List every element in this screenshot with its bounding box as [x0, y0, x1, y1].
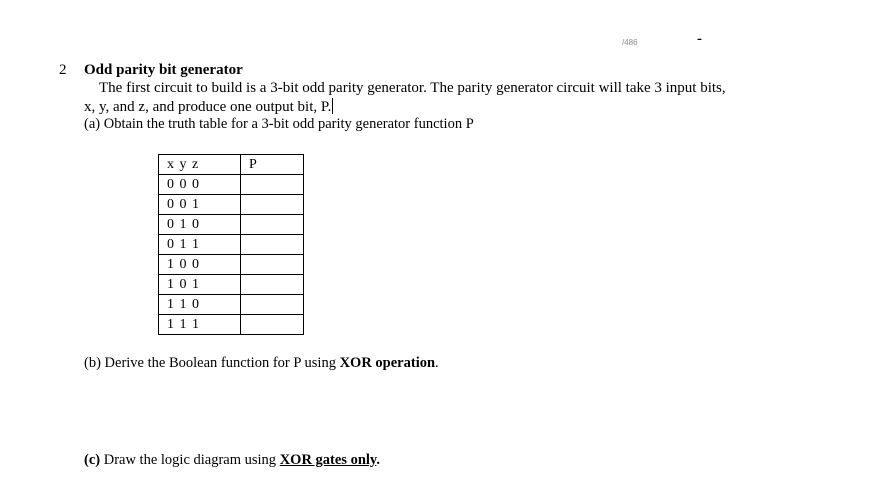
- truth-table: [158, 154, 304, 335]
- part-b-suffix: .: [435, 355, 439, 371]
- truth-table-output-cell[interactable]: [241, 275, 304, 295]
- question-number: 2: [59, 62, 67, 78]
- truth-table-row: [159, 195, 304, 215]
- truth-table-output-cell[interactable]: [241, 255, 304, 275]
- truth-table-input-cell: 1 0 0: [159, 255, 241, 275]
- truth-table-input-cell: 1 1 1: [159, 315, 241, 335]
- truth-table-row: [159, 175, 304, 195]
- page-corner-mark: /486: [622, 38, 638, 47]
- truth-table-input-cell: 0 0 1: [159, 195, 241, 215]
- truth-table-output-cell[interactable]: [241, 235, 304, 255]
- page-corner-dash: -: [697, 31, 702, 47]
- truth-table-header-row: [159, 155, 304, 175]
- truth-table-output-cell[interactable]: [241, 295, 304, 315]
- part-b-text: (b) Derive the Boolean function for P using: [84, 355, 340, 371]
- truth-table-header-inputs: x y z: [159, 155, 241, 175]
- truth-table-input-cell: 0 1 1: [159, 235, 241, 255]
- question-description-line-2[interactable]: [84, 98, 333, 116]
- part-c-label: (c): [84, 452, 101, 468]
- part-b-prompt: [84, 355, 439, 372]
- truth-table-input-cell: 0 0 0: [159, 175, 241, 195]
- truth-table-row: [159, 315, 304, 335]
- truth-table-output-cell[interactable]: [241, 175, 304, 195]
- truth-table-output-cell[interactable]: [241, 215, 304, 235]
- part-b-bold: XOR operation: [339, 355, 436, 371]
- question-description-line-2-text: x, y, and z, and produce one output bit, P.: [84, 99, 332, 115]
- truth-table-row: [159, 235, 304, 255]
- question-title: Odd parity bit generator: [84, 62, 243, 78]
- truth-table-row: [159, 295, 304, 315]
- part-c-text: Draw the logic diagram using: [100, 452, 280, 468]
- truth-table-input-cell: 1 1 0: [159, 295, 241, 315]
- truth-table-row: [159, 275, 304, 295]
- truth-table-output-cell[interactable]: [241, 315, 304, 335]
- part-c-prompt: [84, 452, 380, 469]
- truth-table-header-output: P: [241, 155, 304, 175]
- question-description-line-1: The first circuit to build is a 3-bit odd parity generator. The parity generator circuit will take 3 input bits,: [99, 80, 726, 96]
- text-cursor: [332, 98, 333, 114]
- part-a-prompt: (a) Obtain the truth table for a 3-bit odd parity generator function P: [84, 116, 474, 132]
- part-c-bold: XOR gates only: [279, 452, 377, 468]
- truth-table-input-cell: 1 0 1: [159, 275, 241, 295]
- truth-table-input-cell: 0 1 0: [159, 215, 241, 235]
- truth-table-row: [159, 255, 304, 275]
- truth-table-row: [159, 215, 304, 235]
- part-c-suffix: .: [376, 452, 380, 468]
- truth-table-output-cell[interactable]: [241, 195, 304, 215]
